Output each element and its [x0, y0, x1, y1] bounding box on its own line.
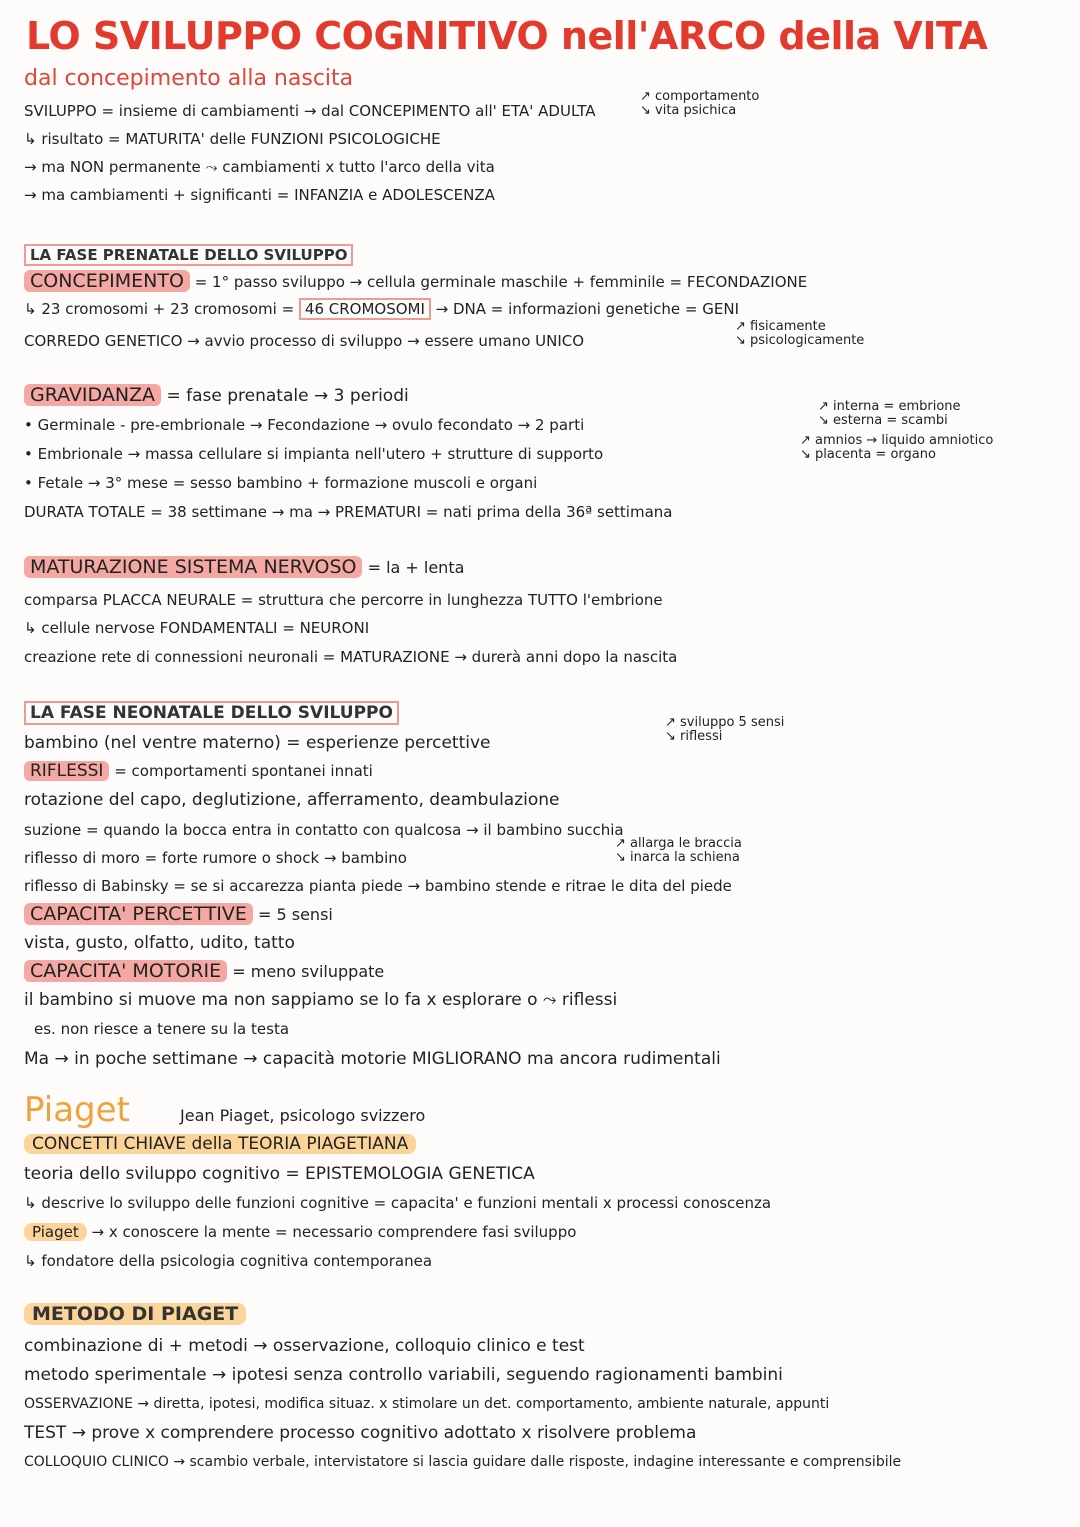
intro-line-4: → ma cambiamenti + significanti = INFANZIA e ADOLESCENZA	[24, 186, 495, 204]
metodo-line-3: OSSERVAZIONE → diretta, ipotesi, modifica situaz. x stimolare un det. comportamento, ambiente naturale, appunti	[24, 1396, 830, 1412]
intro-line-2: ↳ risultato = MATURITA' delle FUNZIONI PSICOLOGICHE	[24, 130, 441, 148]
piaget-subtitle: Jean Piaget, psicologo svizzero	[180, 1106, 426, 1125]
neonatale-line-1: bambino (nel ventre materno) = esperienze percettive	[24, 733, 491, 753]
metodo-line-5: COLLOQUIO CLINICO → scambio verbale, intervistatore si lascia guidare dalle risposte, indagine interessante e comprensibile	[24, 1454, 902, 1470]
neonatale-line-11: es. non riesce a tenere su la testa	[34, 1020, 290, 1038]
prenatale-line-1	[24, 268, 807, 294]
prenatale-heading	[24, 242, 353, 268]
metodo-line-4: TEST → prove x comprendere processo cognitivo adottato x risolvere problema	[24, 1423, 697, 1443]
nervoso-text: = la + lenta	[362, 558, 465, 577]
moro-note: ↗ allarga le braccia ↘ inarca la schiena	[615, 836, 742, 865]
percettive-text: = 5 sensi	[252, 905, 333, 924]
neonatale-heading	[24, 700, 399, 726]
germinale-note: ↗ interna = embrione ↘ esterna = scambi	[818, 399, 961, 428]
intro-line-1: SVILUPPO = insieme di cambiamenti → dal CONCEPIMENTO all' ETA' ADULTA	[24, 102, 596, 120]
motorie-label: CAPACITA' MOTORIE	[24, 960, 227, 982]
concetti-chiave: CONCETTI CHIAVE della TEORIA PIAGETIANA	[24, 1134, 416, 1154]
gravidanza-text: = fase prenatale → 3 periodi	[161, 386, 409, 406]
neonatale-line-4: suzione = quando la bocca entra in contatto con qualcosa → il bambino succhia	[24, 821, 624, 839]
nervoso-line-3: ↳ cellule nervose FONDAMENTALI = NEURONI	[24, 619, 370, 637]
piaget-line-4-text: → x conoscere la mente = necessario comprendere fasi sviluppo	[86, 1223, 577, 1241]
neonatale-line-6: riflesso di Babinsky = se si accarezza pianta piede → bambino stende e ritrae le dita del piede	[24, 877, 732, 895]
intro-note: ↗ comportamento ↘ vita psichica	[640, 89, 760, 118]
gravidanza-line-1	[24, 382, 409, 408]
nervoso-line-4: creazione rete di connessioni neuronali = MATURAZIONE → durerà anni dopo la nascita	[24, 648, 678, 666]
gravidanza-line-5: DURATA TOTALE = 38 settimane → ma → PREMATURI = nati prima della 36ª settimana	[24, 503, 673, 521]
page-subtitle: dal concepimento alla nascita	[24, 66, 354, 91]
nervoso-label: MATURAZIONE SISTEMA NERVOSO	[24, 556, 362, 578]
metodo-line-2: metodo sperimentale → ipotesi senza controllo variabili, seguendo ragionamenti bambini	[24, 1365, 783, 1385]
riflessi-text: = comportamenti spontanei innati	[109, 762, 373, 780]
piaget-line-1	[24, 1131, 416, 1157]
gravidanza-label: GRAVIDANZA	[24, 384, 161, 406]
neonatale-line-5: riflesso di moro = forte rumore o shock → bambino	[24, 849, 407, 867]
motorie-text: = meno sviluppate	[227, 962, 385, 981]
metodo-heading	[24, 1301, 246, 1327]
piaget-line-3: ↳ descrive lo sviluppo delle funzioni cognitive = capacita' e funzioni mentali x processi conoscenza	[24, 1194, 772, 1212]
neonatale-heading-text: LA FASE NEONATALE DELLO SVILUPPO	[24, 701, 399, 725]
percettive-label: CAPACITA' PERCETTIVE	[24, 903, 253, 925]
metodo-line-1: combinazione di + metodi → osservazione, colloquio clinico e test	[24, 1336, 585, 1356]
gravidanza-line-4: • Fetale → 3° mese = sesso bambino + formazione muscoli e organi	[24, 474, 538, 492]
neonatale-line-9	[24, 958, 384, 984]
neonatale-line-7	[24, 901, 333, 927]
neonatale-line-3: rotazione del capo, deglutizione, afferramento, deambulazione	[24, 790, 560, 810]
piaget-title: Piaget	[24, 1090, 130, 1130]
prenatale-line-3: CORREDO GENETICO → avvio processo di sviluppo → essere umano UNICO	[24, 332, 585, 350]
page-title: LO SVILUPPO COGNITIVO nell'ARCO della VITA	[26, 14, 988, 58]
neonatale-line-8: vista, gusto, olfatto, udito, tatto	[24, 933, 295, 953]
cromosomi-box: 46 CROMOSOMI	[299, 298, 431, 320]
prenatale-line-2	[24, 296, 739, 322]
nervoso-line-1	[24, 554, 464, 580]
gravidanza-line-3: • Embrionale → massa cellulare si impianta nell'utero + strutture di supporto	[24, 445, 604, 463]
neonatale-line-12: Ma → in poche settimane → capacità motorie MIGLIORANO ma ancora rudimentali	[24, 1049, 721, 1069]
prenatale-heading-text: LA FASE PRENATALE DELLO SVILUPPO	[24, 244, 353, 266]
neonatale-line-2	[24, 758, 373, 784]
embrionale-note: ↗ amnios → liquido amniotico ↘ placenta = organo	[800, 433, 994, 462]
nervoso-line-2: comparsa PLACCA NEURALE = struttura che percorre in lunghezza TUTTO l'embrione	[24, 591, 663, 609]
concepimento-text: = 1° passo sviluppo → cellula germinale maschile + femminile = FECONDAZIONE	[189, 273, 808, 291]
prenatale-note: ↗ fisicamente ↘ psicologicamente	[735, 319, 865, 348]
metodo-heading-text: METODO DI PIAGET	[24, 1303, 246, 1325]
piaget-line-2: teoria dello sviluppo cognitivo = EPISTEMOLOGIA GENETICA	[24, 1164, 535, 1184]
concepimento-label: CONCEPIMENTO	[24, 270, 190, 292]
riflessi-label: RIFLESSI	[24, 761, 109, 781]
piaget-line-4	[24, 1219, 576, 1245]
gravidanza-line-2: • Germinale - pre-embrionale → Fecondazione → ovulo fecondato → 2 parti	[24, 416, 585, 434]
piaget-mark: Piaget	[24, 1223, 87, 1241]
dna-text: → DNA = informazioni genetiche = GENI	[430, 300, 740, 318]
cromosomi-text: ↳ 23 cromosomi + 23 cromosomi =	[24, 300, 299, 318]
neonatale-line-10: il bambino si muove ma non sappiamo se lo fa x esplorare o ⤳ riflessi	[24, 990, 618, 1010]
piaget-line-5: ↳ fondatore della psicologia cognitiva contemporanea	[24, 1252, 433, 1270]
neonatale-note: ↗ sviluppo 5 sensi ↘ riflessi	[665, 715, 785, 744]
intro-line-3: → ma NON permanente ⤳ cambiamenti x tutto l'arco della vita	[24, 158, 495, 176]
